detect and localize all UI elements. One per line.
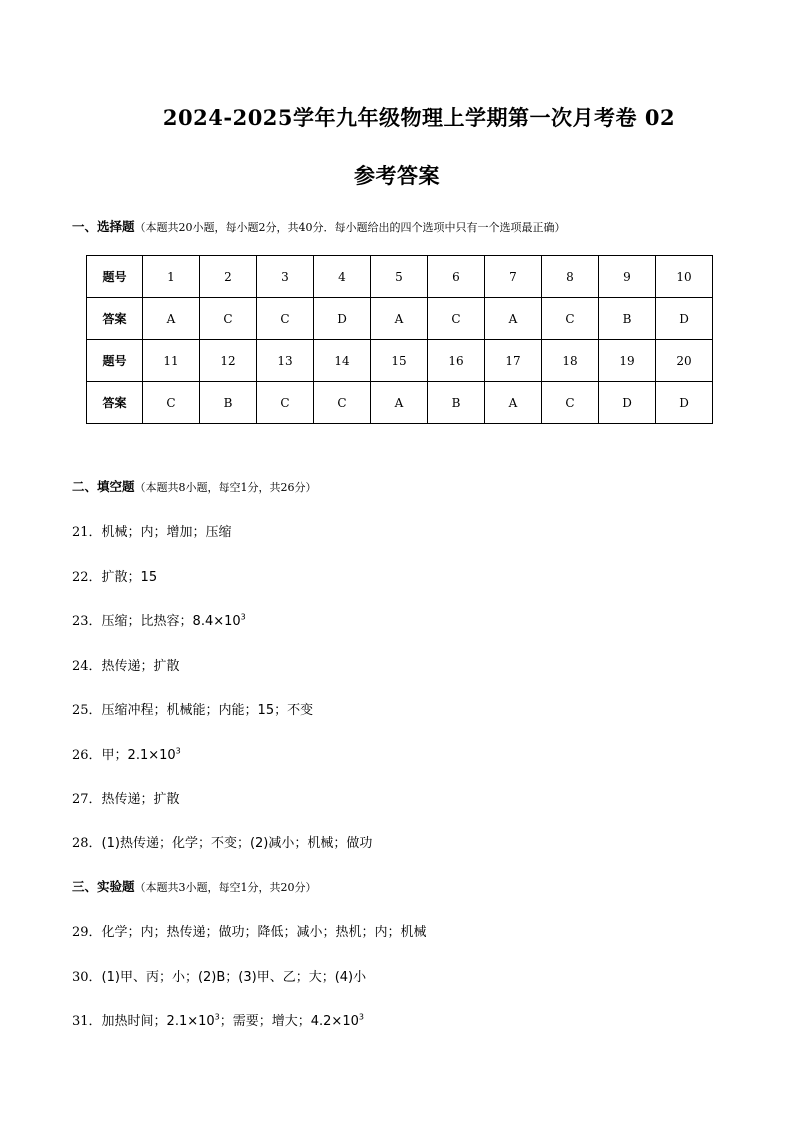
table-cell: B (428, 382, 485, 424)
table-cell: C (257, 298, 314, 340)
question-number: 31． (72, 1014, 102, 1029)
table-cell: C (542, 298, 599, 340)
section-title: 一、选择题 (72, 219, 135, 234)
section-note: （本题共20小题，每小题2分，共40分．每小题给出的四个选项中只有一个选项最正确） (134, 221, 566, 234)
table-cell: C (257, 382, 314, 424)
question-number: 30． (72, 970, 102, 985)
exponent: 3 (214, 1012, 220, 1022)
section-note: （本题共3小题，每空1分，共20分） (134, 881, 317, 894)
table-cell: B (200, 382, 257, 424)
table-cell: D (314, 298, 371, 340)
question-number: 29． (72, 925, 102, 940)
table-row (87, 382, 713, 424)
table-cell: B (599, 298, 656, 340)
answer-text: 化学；内；热传递；做功；降低；减小；热机；内；机械 (101, 925, 427, 940)
table-cell: 15 (371, 340, 428, 382)
table-cell: C (143, 382, 200, 424)
answer-text: (1)甲、丙；小；(2)B；(3)甲、乙；大；(4)小 (101, 970, 367, 985)
answer-23 (72, 610, 246, 629)
question-number: 23． (72, 614, 102, 629)
answer-25 (72, 699, 313, 718)
table-cell: 13 (257, 340, 314, 382)
table-cell: A (143, 298, 200, 340)
answer-22 (72, 566, 157, 585)
table-cell: 1 (143, 256, 200, 298)
answer-text: 扩散；15 (101, 570, 158, 585)
row-label: 答案 (87, 298, 143, 340)
answer-text: 热传递；扩散 (101, 792, 180, 807)
table-cell: 10 (656, 256, 713, 298)
answer-table (86, 255, 713, 424)
answer-text: (1)热传递；化学；不变；(2)减小；机械；做功 (101, 836, 373, 851)
question-number: 26． (72, 748, 102, 763)
table-row (87, 256, 713, 298)
exponent: 3 (358, 1012, 364, 1022)
question-number: 24． (72, 659, 102, 674)
table-cell: A (485, 298, 542, 340)
exponent: 3 (175, 746, 181, 756)
table-cell: 8 (542, 256, 599, 298)
section-title: 二、填空题 (72, 479, 135, 494)
table-cell: C (314, 382, 371, 424)
table-cell: 5 (371, 256, 428, 298)
row-label: 题号 (87, 340, 143, 382)
table-cell: 18 (542, 340, 599, 382)
answer-28 (72, 832, 372, 851)
table-cell: A (485, 382, 542, 424)
table-cell: 7 (485, 256, 542, 298)
table-cell: 19 (599, 340, 656, 382)
table-cell: D (599, 382, 656, 424)
row-label: 答案 (87, 382, 143, 424)
section-fill-heading (72, 477, 317, 495)
section-experiment-heading (72, 877, 317, 895)
question-number: 21． (72, 525, 102, 540)
section-note: （本题共8小题，每空1分，共26分） (134, 481, 317, 494)
table-cell: 3 (257, 256, 314, 298)
question-number: 28． (72, 836, 102, 851)
page-title: 2024-2025学年九年级物理上学期第一次月考卷 02 (162, 105, 676, 130)
table-cell: 6 (428, 256, 485, 298)
section-choice-heading (72, 217, 566, 235)
answer-29 (72, 921, 427, 940)
answer-21 (72, 521, 232, 540)
answer-text: 压缩；比热容；8.4×10 (101, 614, 241, 629)
table-cell: 20 (656, 340, 713, 382)
exponent: 3 (240, 612, 246, 622)
table-cell: 14 (314, 340, 371, 382)
answer-text: 机械；内；增加；压缩 (101, 525, 232, 540)
answer-24 (72, 655, 180, 674)
page-subtitle: 参考答案 (354, 163, 440, 188)
table-cell: C (200, 298, 257, 340)
table-cell: 16 (428, 340, 485, 382)
table-cell: 4 (314, 256, 371, 298)
question-number: 22． (72, 570, 102, 585)
table-row (87, 340, 713, 382)
answer-text: 压缩冲程；机械能；内能；15；不变 (101, 703, 314, 718)
table-cell: 11 (143, 340, 200, 382)
section-title: 三、实验题 (72, 879, 135, 894)
table-cell: 2 (200, 256, 257, 298)
answer-31 (72, 1010, 364, 1029)
table-cell: C (542, 382, 599, 424)
row-label: 题号 (87, 256, 143, 298)
table-cell: A (371, 382, 428, 424)
table-cell: 17 (485, 340, 542, 382)
question-number: 27． (72, 792, 102, 807)
answer-text: ；需要；增大；4.2×10 (219, 1014, 359, 1029)
table-row (87, 298, 713, 340)
answer-text: 热传递；扩散 (101, 659, 180, 674)
answer-text: 甲；2.1×10 (101, 748, 176, 763)
table-cell: A (371, 298, 428, 340)
table-cell: D (656, 382, 713, 424)
answer-27 (72, 788, 180, 807)
table-cell: C (428, 298, 485, 340)
question-number: 25． (72, 703, 102, 718)
answer-text: 加热时间；2.1×10 (101, 1014, 215, 1029)
table-cell: 9 (599, 256, 656, 298)
answer-30 (72, 966, 366, 985)
answer-26 (72, 744, 181, 763)
table-cell: 12 (200, 340, 257, 382)
table-cell: D (656, 298, 713, 340)
